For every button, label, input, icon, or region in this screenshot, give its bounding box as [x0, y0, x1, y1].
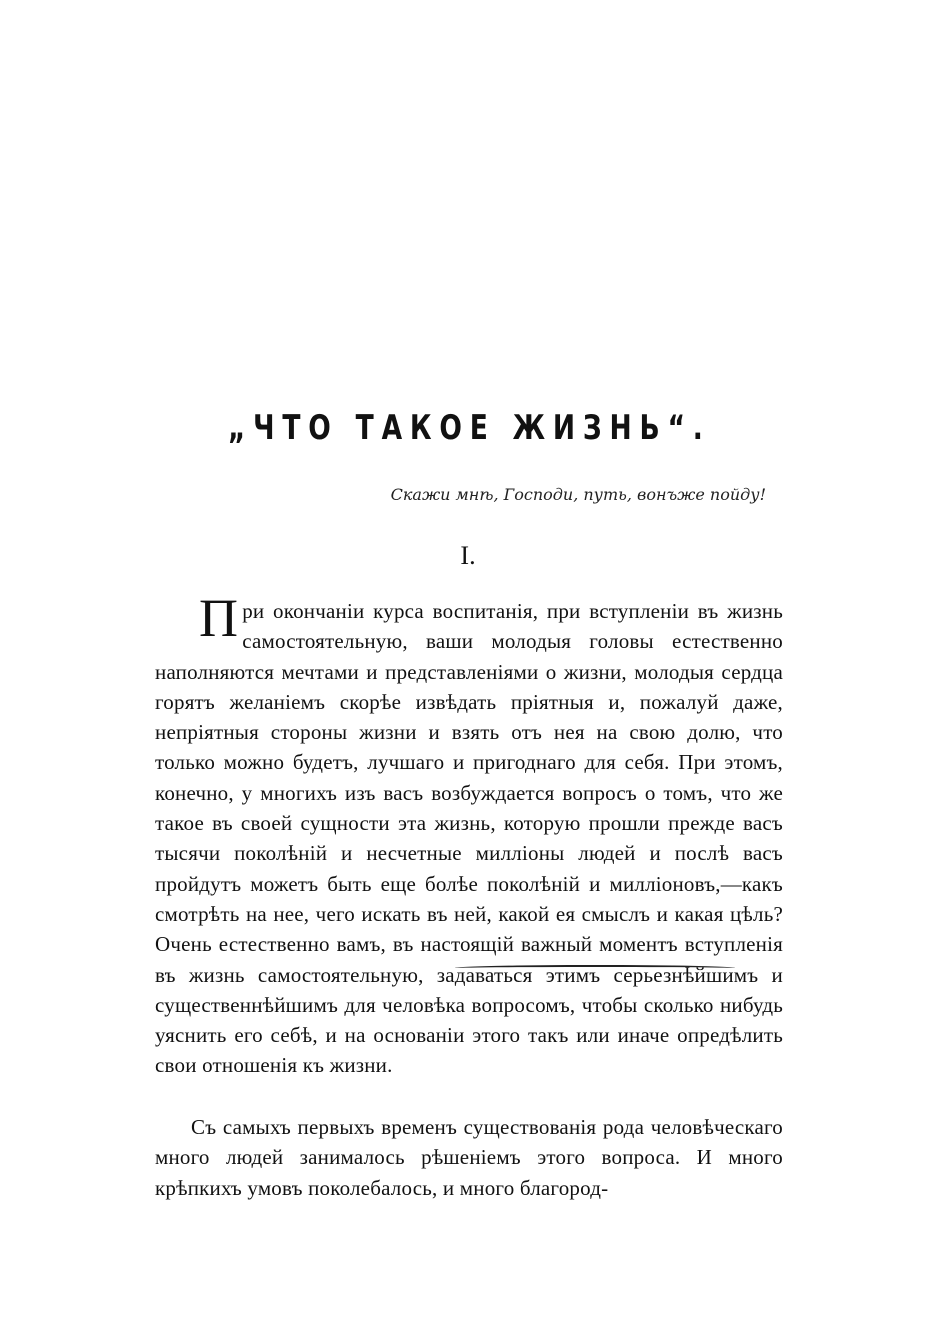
section-number: I.: [460, 541, 476, 570]
chapter-title: „ЧТО ТАКОЕ ЖИЗНЬ“.: [227, 408, 711, 448]
epigraph: Скажи мнѣ, Господи, путь, вонъже пойду!: [390, 485, 766, 504]
drop-cap: П: [199, 588, 239, 648]
paragraph-1-text: ри окончаніи курса воспитанія, при вступленіи въ жизнь самостоятельную, ваши молодыя головы естественно наполняются мечтами и представленіями о жизни, молодыя сердца горятъ желаніемъ скорѣе извѣдать пріятныя и, пожалуй даже, непріятныя стороны жизни и взять отъ нея на свою долю, что только можно будетъ, лучшаго и пригоднаго для себя. При этомъ, конечно, у многихъ изъ васъ возбуждается вопросъ о томъ, что же такое въ своей сущности эта жизнь, которую прошли прежде васъ тысячи поколѣній и несчетные милліоны людей и послѣ васъ пройдутъ можетъ быть еще болѣе поколѣній и милліоновъ,—какъ смотрѣть на нее, чего искать въ ней, какой ея смыслъ и какая цѣль? Очень естественно вамъ, въ настоящій важный моментъ вступленія въ жизнь самостоятельную, задаваться этимъ серьезнѣйшимъ и существеннѣйшимъ для человѣка вопросомъ, чтобы сколько нибудь уяснить его себѣ, и на основаніи этого такъ или иначе опредѣлить свои отношенія къ жизни.: [155, 599, 783, 1078]
paragraph-1: [155, 588, 783, 1081]
paragraph-2-text: Съ самыхъ первыхъ временъ существованія рода человѣческаго много людей занималось рѣшеніемъ этого вопроса. И много крѣпкихъ умовъ поколебалось, и много благород-: [155, 1115, 783, 1200]
pencil-underline-mark: [455, 965, 735, 971]
paragraph-2: [155, 1112, 783, 1203]
